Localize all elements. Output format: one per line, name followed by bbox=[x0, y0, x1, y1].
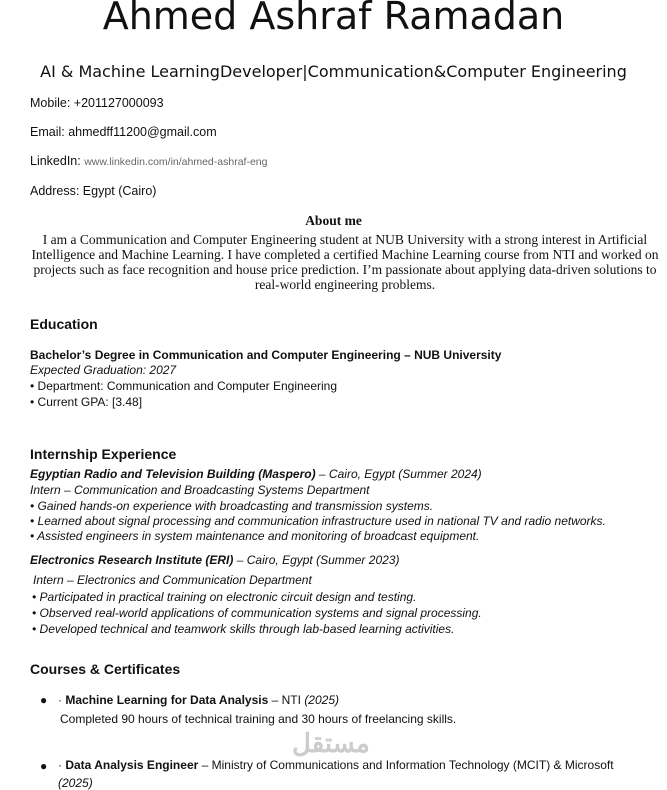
linkedin-link[interactable]: www.linkedin.com/in/ahmed-ashraf-eng bbox=[84, 156, 268, 168]
course-org: – NTI bbox=[268, 693, 305, 707]
internship-heading: Internship Experience bbox=[30, 446, 177, 462]
internship-bullet: • Observed real-world applications of communication systems and signal processing. bbox=[32, 606, 482, 620]
address: Address: Egypt (Cairo) bbox=[30, 184, 157, 198]
course-item: · Machine Learning for Data Analysis – NTI (2025) bbox=[58, 693, 339, 707]
course-org: – Ministry of Communications and Information Technology (MCIT) & Microsoft bbox=[198, 758, 614, 772]
course-year: (2025) bbox=[304, 693, 339, 707]
linkedin bbox=[30, 154, 267, 168]
candidate-name: Ahmed Ashraf Ramadan bbox=[102, 0, 565, 38]
internship-role: Intern – Communication and Broadcasting Systems Department bbox=[30, 483, 370, 497]
gpa: • Current GPA: [3.48] bbox=[30, 395, 143, 409]
course-description: Completed 90 hours of technical training and 30 hours of freelancing skills. bbox=[60, 712, 457, 726]
about-text: I am a Communication and Computer Engineering student at NUB University with a strong interest in Artificial Intelligence and Machine Learning. I have completed a certified Machine Learning course from NTI and worked on projects such as face recognition and house price prediction. I’m passionate about applying data-driven solutions to real-world engineering problems. bbox=[31, 232, 659, 292]
org-location: – Cairo, Egypt (Summer 2023) bbox=[233, 553, 400, 567]
bullet-icon: ● bbox=[40, 693, 48, 707]
internship-org bbox=[30, 467, 482, 481]
graduation: Expected Graduation: 2027 bbox=[30, 363, 177, 377]
org-location: – Cairo, Egypt (Summer 2024) bbox=[315, 467, 482, 481]
course-name: Data Analysis Engineer bbox=[65, 758, 199, 772]
email: Email: ahmedff11200@gmail.com bbox=[30, 125, 217, 139]
courses-heading: Courses & Certificates bbox=[30, 661, 181, 677]
org-name: Electronics Research Institute (ERI) bbox=[30, 553, 234, 567]
internship-bullet: • Developed technical and teamwork skills through lab-based learning activities. bbox=[32, 622, 455, 636]
internship-bullet: • Learned about signal processing and communication infrastructure used in national TV and radio networks. bbox=[30, 514, 606, 528]
watermark-logo: مستقل bbox=[292, 728, 370, 758]
course-year: (2025) bbox=[58, 776, 93, 790]
internship-role: Intern – Electronics and Communication Department bbox=[33, 573, 312, 587]
course-item: · Data Analysis Engineer – Ministry of Communications and Information Technology (MCIT) & Microsoft bbox=[58, 758, 614, 772]
linkedin-label: LinkedIn: bbox=[30, 154, 85, 168]
internship-bullet: • Gained hands-on experience with broadcasting and transmission systems. bbox=[30, 499, 434, 513]
internship-org bbox=[30, 553, 399, 567]
degree: Bachelor’s Degree in Communication and Computer Engineering – NUB University bbox=[30, 348, 502, 362]
department: • Department: Communication and Computer Engineering bbox=[30, 379, 338, 393]
internship-bullet: • Assisted engineers in system maintenance and monitoring of broadcast equipment. bbox=[30, 529, 480, 543]
internship-bullet: • Participated in practical training on electronic circuit design and testing. bbox=[32, 590, 417, 604]
candidate-title: AI & Machine LearningDeveloper|Communication&Computer Engineering bbox=[40, 62, 627, 81]
org-name: Egyptian Radio and Television Building (Maspero) bbox=[30, 467, 316, 481]
education-heading: Education bbox=[30, 316, 98, 332]
about-heading: About me bbox=[305, 213, 362, 228]
mobile: Mobile: +201127000093 bbox=[30, 96, 164, 110]
course-name: Machine Learning for Data Analysis bbox=[65, 693, 269, 707]
bullet-icon: ● bbox=[40, 759, 48, 773]
